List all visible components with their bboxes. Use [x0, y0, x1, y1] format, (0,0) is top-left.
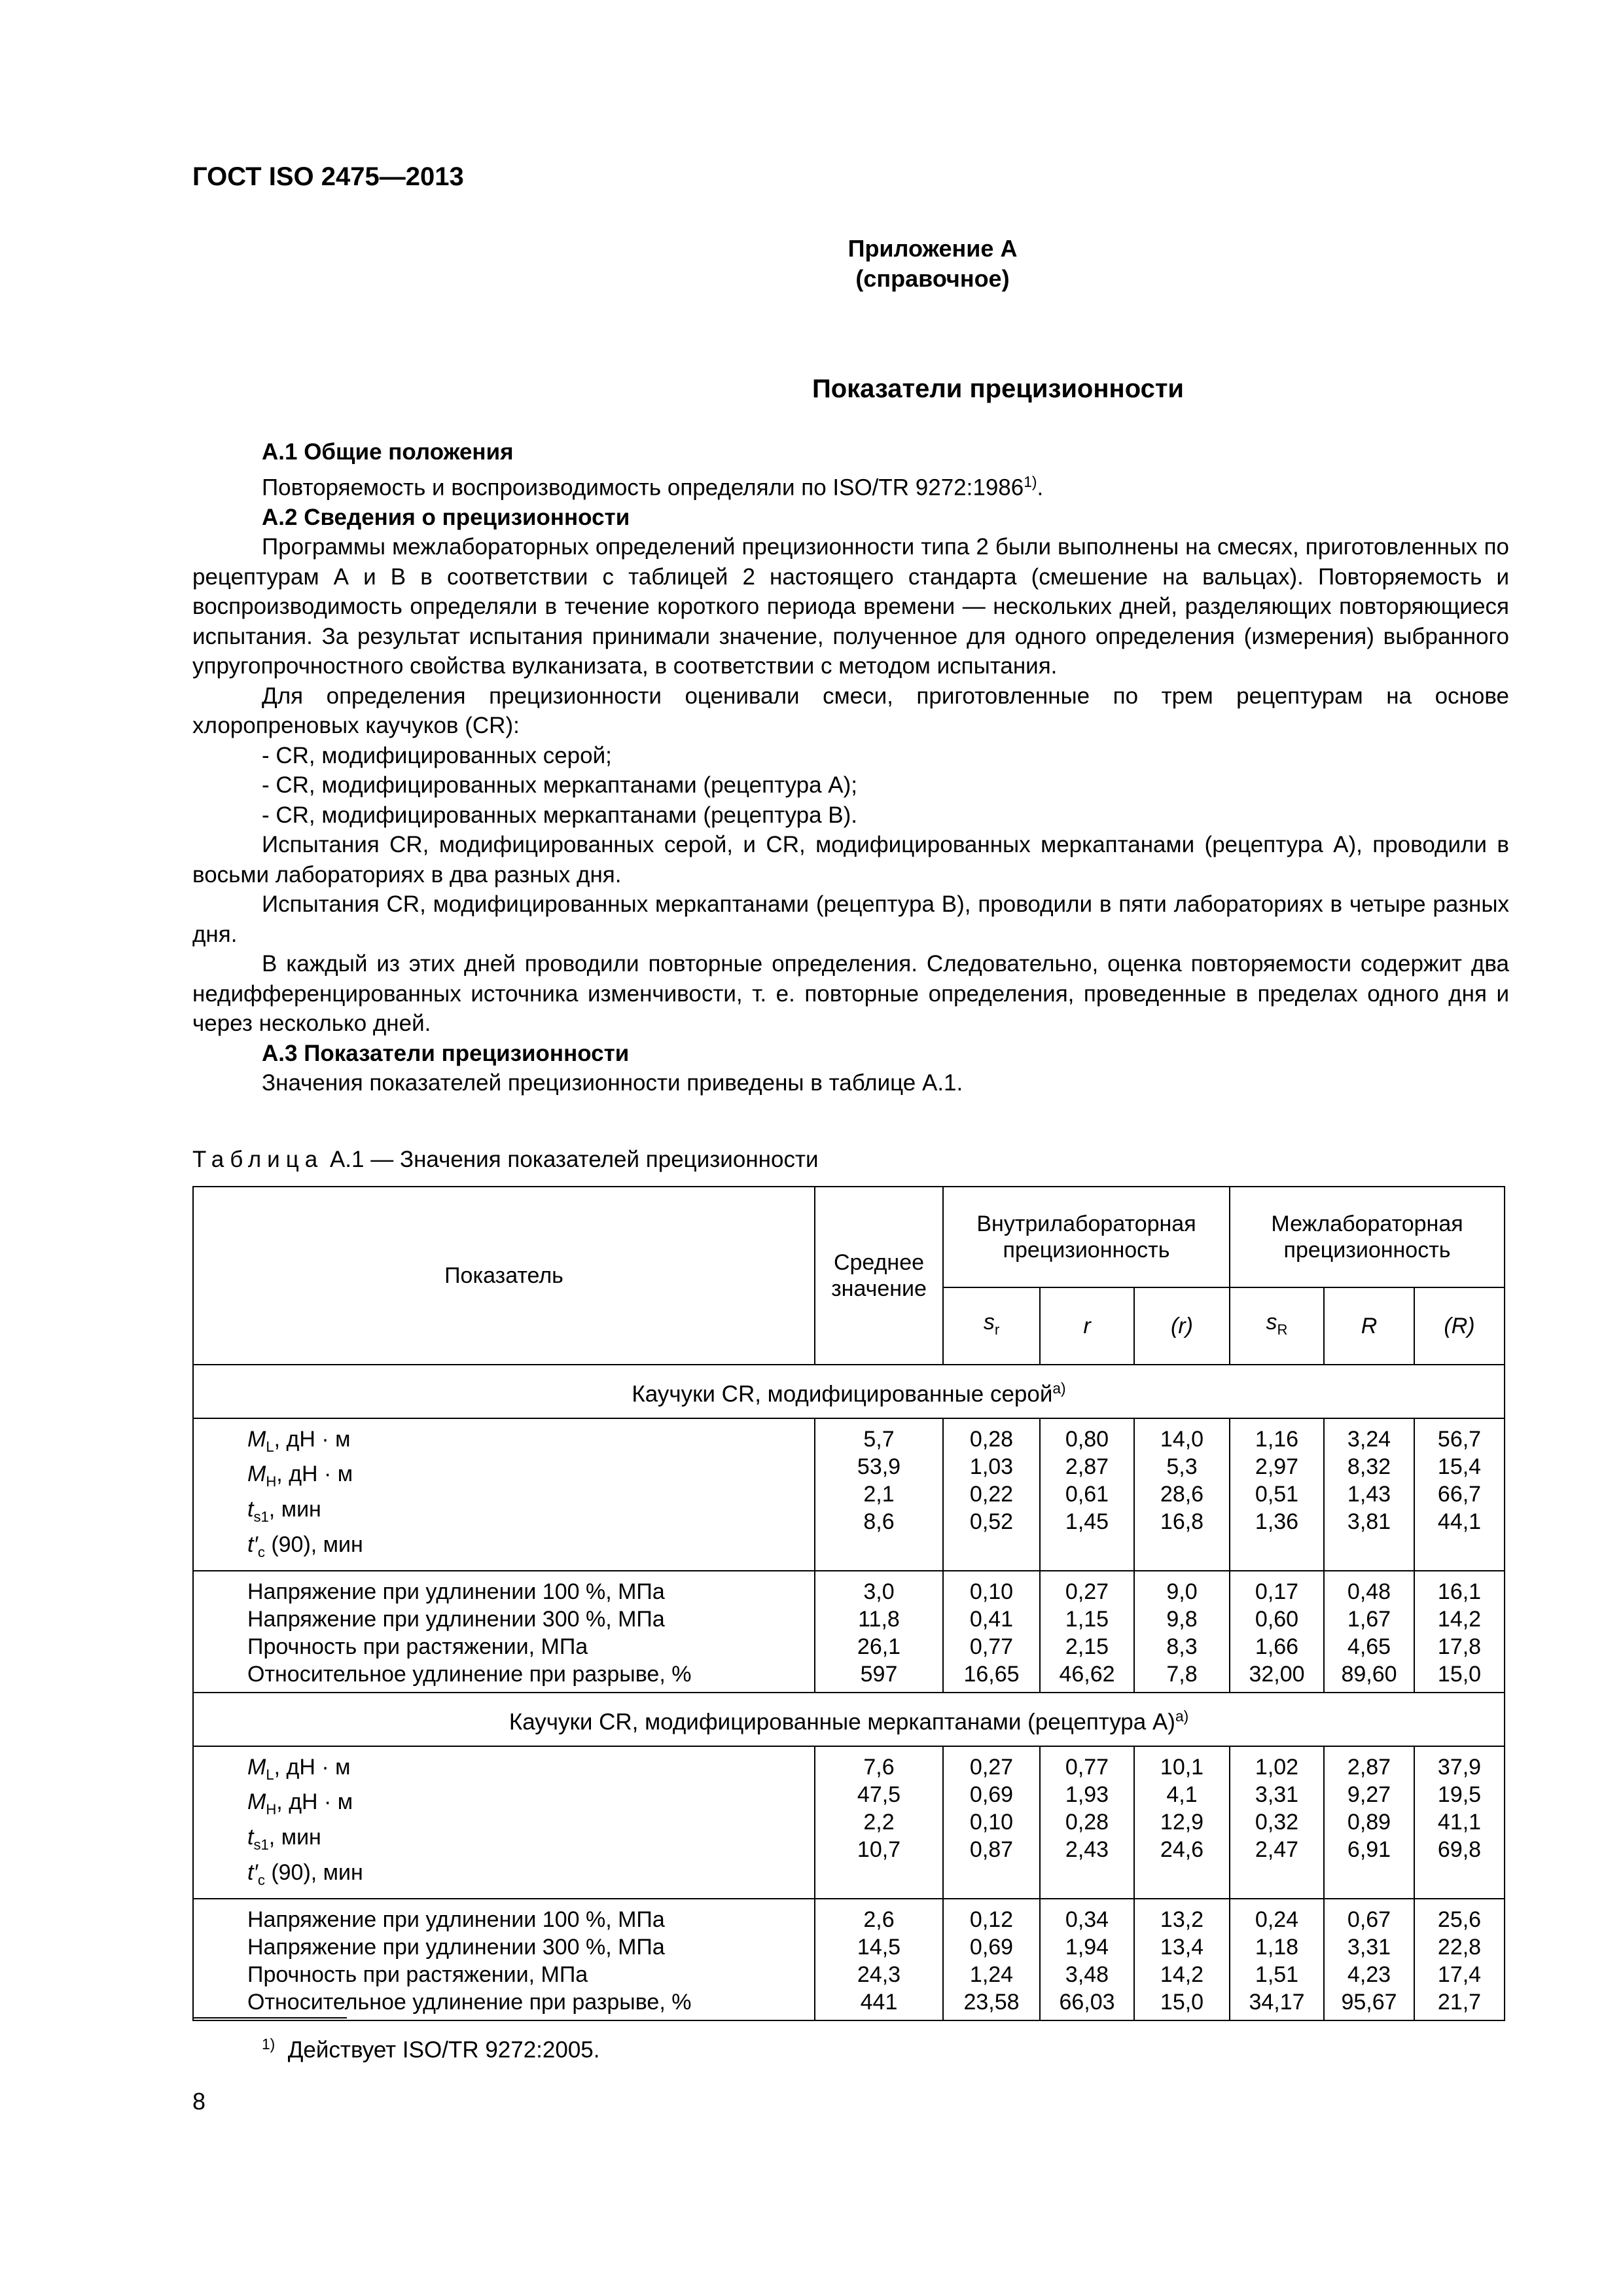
header-sr: $s_r$ — [943, 1287, 1040, 1365]
indicator-label: $t'_c$ (90), мин — [247, 1859, 363, 1888]
table-row — [193, 1571, 1505, 1693]
value-cell-R-pct: 37,9 19,5 41,1 69,8 — [1414, 1746, 1505, 1899]
value-cell-r-pct: 10,1 4,1 12,9 24,6 — [1134, 1746, 1230, 1899]
value-cell-mean: 5,7 53,9 2,1 8,6 — [815, 1418, 943, 1571]
indicator-label: $M_H$, дН · м — [247, 1462, 353, 1490]
header-r-pct: (r) — [1134, 1287, 1230, 1365]
table-row — [193, 1899, 1505, 2020]
section-heading: А.2 Сведения о прецизионности — [262, 504, 630, 530]
indicator-label: Относительное удлинение при разрыве, % — [247, 1661, 692, 1687]
page-number: 8 — [192, 2088, 206, 2115]
paragraph: Программы межлабораторных определений прецизионности типа 2 были выполнены на смесях, приготовленных по рецептурам А и В в соответствии с таблицей 2 настоящего стандарта (смешение на вальцах). Повторяемость и воспроизводимость определяли в течение короткого периода времени — нескольких дней, разделяющих повторяющиеся испытания. За результат испытания принимали значение, полученное для одного определения (измерения) выбранного упругопрочностного свойства вулканизата, в соответствии с методом испытания. — [192, 534, 1509, 679]
appendix-title: Приложение А — [847, 235, 1018, 262]
group-title: Каучуки CR, модифицированные серой$^{а)}$ — [193, 1365, 1505, 1418]
indicator-cell — [193, 1571, 815, 1693]
value-cell-r-pct: 9,0 9,8 8,3 7,8 — [1134, 1571, 1230, 1693]
table-caption — [192, 1147, 819, 1173]
header-indicator: Показатель — [193, 1187, 815, 1365]
value-cell-r: 0,77 1,93 0,28 2,43 — [1040, 1746, 1134, 1899]
footnote: $^{1)}$ Действует ISO/TR 9272:2005. — [262, 2036, 600, 2063]
paragraph: Испытания CR, модифицированных меркаптанами (рецептура В), проводили в пяти лабораториях в четыре разных дня. — [192, 891, 1509, 947]
indicator-label: $t_{s1}$, мин — [247, 1825, 321, 1853]
paragraph: Для определения прецизионности оценивали смеси, приготовленные по трем рецептурам на основе хлоропреновых каучуков (CR): — [192, 683, 1509, 739]
value-cell-r-pct: 14,0 5,3 28,6 16,8 — [1134, 1418, 1230, 1571]
indicator-label: Напряжение при удлинении 300 %, МПа — [247, 1934, 665, 1960]
header-sR: $s_R$ — [1230, 1287, 1324, 1365]
value-cell-R: 0,67 3,31 4,23 95,67 — [1324, 1899, 1414, 2020]
value-cell-R-pct: 16,1 14,2 17,8 15,0 — [1414, 1571, 1505, 1693]
header-mean: Среднее значение — [815, 1187, 943, 1365]
indicator-label: Напряжение при удлинении 300 %, МПа — [247, 1606, 665, 1632]
indicator-label: $M_L$, дН · м — [247, 1754, 351, 1783]
header-R: R — [1324, 1287, 1414, 1365]
value-cell-r: 0,27 1,15 2,15 46,62 — [1040, 1571, 1134, 1693]
group-header-row — [193, 1365, 1505, 1418]
header-r: r — [1040, 1287, 1134, 1365]
indicator-label: Прочность при растяжении, МПа — [247, 1962, 588, 1987]
header-R-pct: (R) — [1414, 1287, 1505, 1365]
header-intra: Внутрилабораторная прецизионность — [943, 1187, 1230, 1287]
value-cell-sr: 0,28 1,03 0,22 0,52 — [943, 1418, 1040, 1571]
indicator-label: Прочность при растяжении, МПа — [247, 1634, 588, 1659]
paragraph: - CR, модифицированных меркаптанами (рецептура В). — [262, 802, 857, 828]
value-cell-mean: 7,6 47,5 2,2 10,7 — [815, 1746, 943, 1899]
footnote-rule — [192, 2017, 347, 2018]
paragraph: Испытания CR, модифицированных серой, и CR, модифицированных меркаптанами (рецептура А), проводили в восьми лабораториях в два разных дня. — [192, 832, 1509, 888]
value-cell-mean: 3,0 11,8 26,1 597 — [815, 1571, 943, 1693]
indicator-label: $t'_c$ (90), мин — [247, 1532, 363, 1560]
value-cell-mean: 2,6 14,5 24,3 441 — [815, 1899, 943, 2020]
paragraph: Значения показателей прецизионности приведены в таблице А.1. — [262, 1070, 963, 1096]
indicator-cell — [193, 1746, 815, 1899]
table-caption-word: Таблица — [192, 1147, 324, 1172]
table-row — [193, 1418, 1505, 1571]
precision-table — [192, 1186, 1505, 2021]
appendix-type: (справочное) — [855, 265, 1010, 292]
value-cell-R: 2,87 9,27 0,89 6,91 — [1324, 1746, 1414, 1899]
group-header-row — [193, 1693, 1505, 1746]
group-title: Каучуки CR, модифицированные меркаптанами (рецептура А)$^{а)}$ — [193, 1693, 1505, 1746]
paragraph: - CR, модифицированных меркаптанами (рецептура А); — [262, 772, 857, 798]
value-cell-sR: 1,16 2,97 0,51 1,36 — [1230, 1418, 1324, 1571]
value-cell-r-pct: 13,2 13,4 14,2 15,0 — [1134, 1899, 1230, 2020]
section-heading: А.1 Общие положения — [262, 439, 514, 465]
value-cell-sR: 0,24 1,18 1,51 34,17 — [1230, 1899, 1324, 2020]
indicator-cell — [193, 1899, 815, 2020]
value-cell-r: 0,80 2,87 0,61 1,45 — [1040, 1418, 1134, 1571]
value-cell-sR: 1,02 3,31 0,32 2,47 — [1230, 1746, 1324, 1899]
footnote-ref: 1) — [1024, 473, 1037, 490]
value-cell-R: 0,48 1,67 4,65 89,60 — [1324, 1571, 1414, 1693]
indicator-label: Напряжение при удлинении 100 %, МПа — [247, 1907, 665, 1932]
value-cell-sr: 0,12 0,69 1,24 23,58 — [943, 1899, 1040, 2020]
value-cell-sr: 0,27 0,69 0,10 0,87 — [943, 1746, 1040, 1899]
indicator-label: $t_{s1}$, мин — [247, 1497, 321, 1526]
document-code: ГОСТ ISO 2475—2013 — [192, 162, 464, 191]
indicator-label: $M_H$, дН · м — [247, 1789, 353, 1818]
indicator-cell — [193, 1418, 815, 1571]
header-inter: Межлабораторная прецизионность — [1230, 1187, 1505, 1287]
value-cell-R-pct: 56,7 15,4 66,7 44,1 — [1414, 1418, 1505, 1571]
section-heading: А.3 Показатели прецизионности — [262, 1040, 630, 1066]
main-title: Показатели прецизионности — [812, 374, 1185, 403]
paragraph: Повторяемость и воспроизводимость определяли по ISO/TR 9272:1986$^{1)}$. — [262, 473, 1044, 501]
indicator-label: Напряжение при удлинении 100 %, МПа — [247, 1579, 665, 1604]
body-text — [192, 437, 1509, 1098]
value-cell-r: 0,34 1,94 3,48 66,03 — [1040, 1899, 1134, 2020]
value-cell-sr: 0,10 0,41 0,77 16,65 — [943, 1571, 1040, 1693]
indicator-label: Относительное удлинение при разрыве, % — [247, 1989, 692, 2015]
paragraph: В каждый из этих дней проводили повторные определения. Следовательно, оценка повторяемости содержит два недифференцированных источника изменчивости, т. е. повторные определения, проведенные в пределах одного дня и через несколько дней. — [192, 951, 1509, 1037]
value-cell-R-pct: 25,6 22,8 17,4 21,7 — [1414, 1899, 1505, 2020]
value-cell-sR: 0,17 0,60 1,66 32,00 — [1230, 1571, 1324, 1693]
paragraph: - CR, модифицированных серой; — [262, 742, 612, 768]
value-cell-R: 3,24 8,32 1,43 3,81 — [1324, 1418, 1414, 1571]
table-row — [193, 1746, 1505, 1899]
indicator-label: $M_L$, дН · м — [247, 1426, 351, 1455]
table-caption-rest: А.1 — Значения показателей прецизионности — [323, 1147, 819, 1172]
